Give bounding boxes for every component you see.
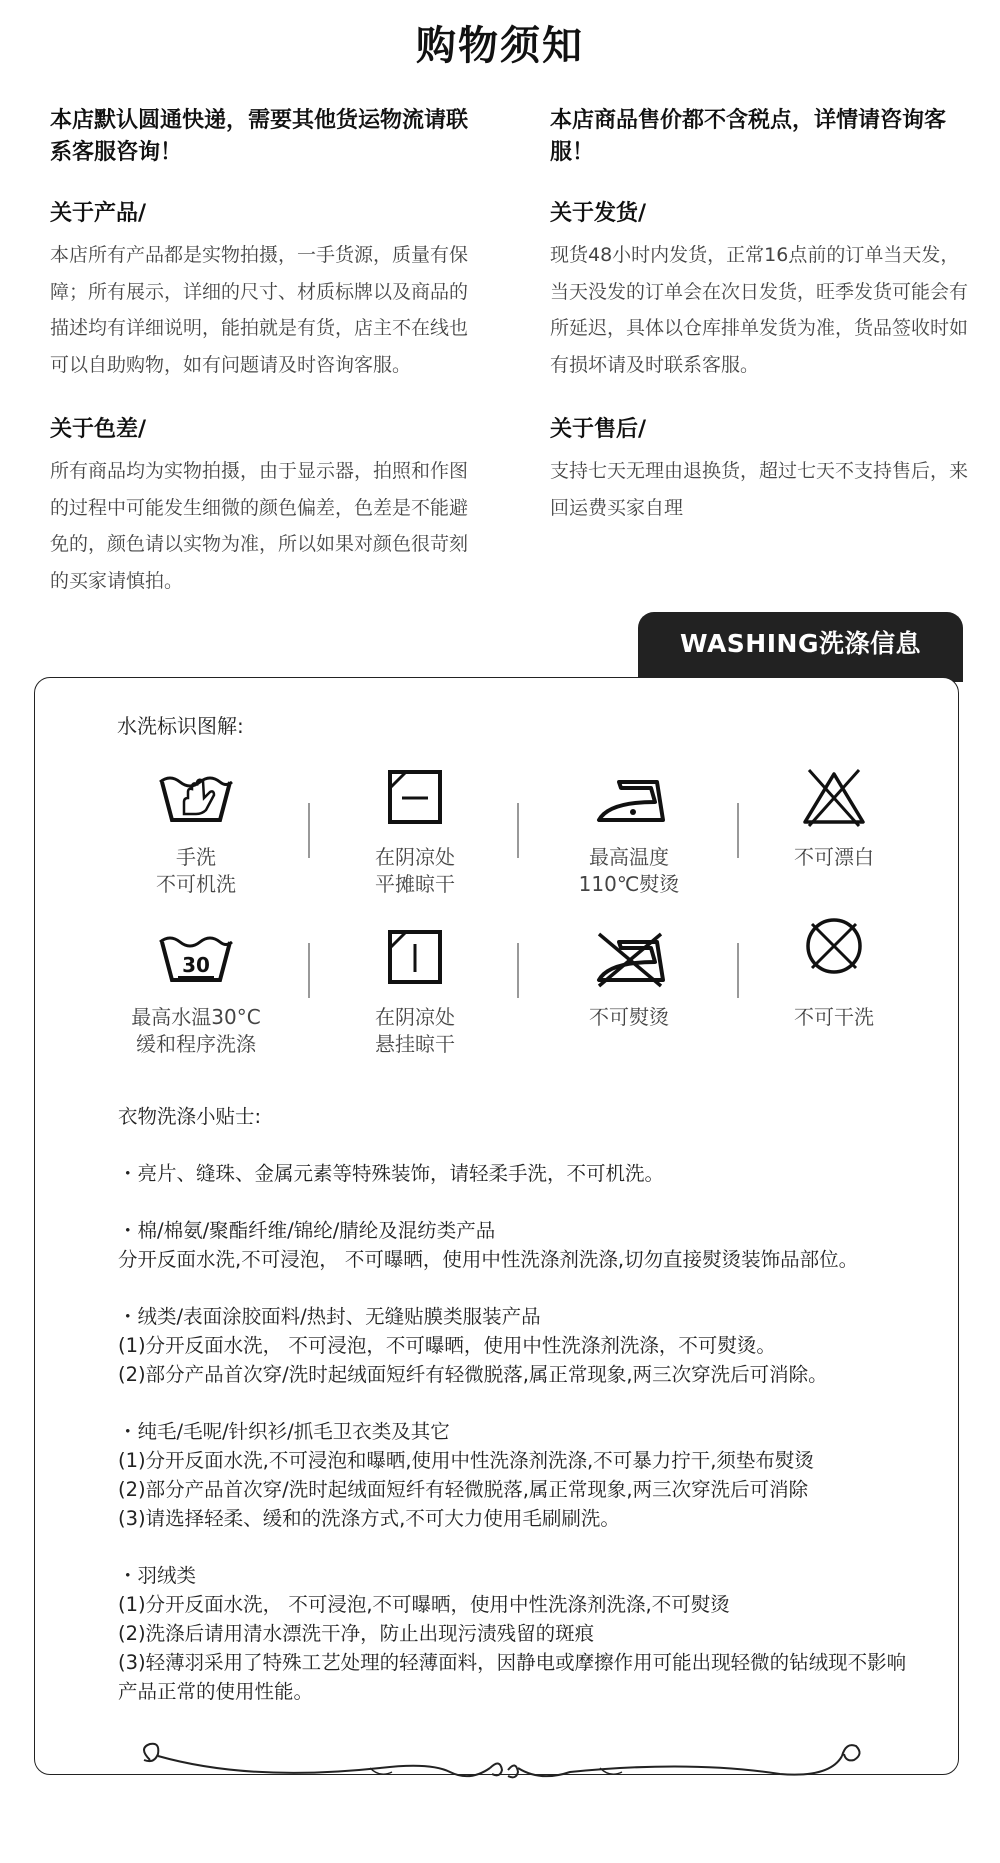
tip-line: (1)分开反面水洗， 不可浸泡，不可曝晒，使用中性洗涤剂洗涤，不可熨烫。 [118,1334,776,1357]
symbol-hand-wash [96,768,296,898]
section-heading: 关于售后/ [550,417,647,442]
tip-heading: ・羽绒类 [118,1564,197,1587]
symbol-label-1: 不可熨烫 [589,1005,669,1029]
tips-title: 衣物洗涤小贴士: [118,1105,262,1128]
symbol-label-1: 在阴凉处 [375,1005,455,1029]
symbol-label-2: 缓和程序洗涤 [136,1032,256,1056]
tip-item [118,1302,918,1389]
page-title: 购物须知 [416,23,584,69]
tip-heading: ・棉/棉氨/聚酯纤维/锦纶/腈纶及混纺类产品 [118,1219,496,1242]
section-body: 现货48小时内发货，正常16点前的订单当天发，当天没发的订单会在次日发货，旺季发货可能会有所延迟，具体以仓库排单发货为准，货品签收时如有损坏请及时联系客服。 [550,244,969,376]
symbol-label-2: 不可机洗 [156,872,236,896]
symbol-wash-30 [96,928,296,1058]
iron-110-icon [589,768,669,828]
symbol-label-1: 不可干洗 [794,1005,874,1029]
wash-30-icon [156,928,236,988]
symbol-iron-110 [529,768,729,898]
symbol-label-1: 手洗 [176,845,216,869]
tip-line: (1)分开反面水洗， 不可浸泡,不可曝晒，使用中性洗涤剂洗涤,不可熨烫 [118,1593,730,1616]
symbol-label-2: 悬挂晾干 [375,1032,455,1056]
section-heading: 关于发货/ [550,201,647,226]
symbol-no-bleach [734,768,934,871]
right-column [550,0,970,526]
tip-line: (2)部分产品首次穿/洗时起绒面短纤有轻微脱落,属正常现象,两三次穿洗后可消除 [118,1478,809,1501]
symbol-no-iron [529,928,729,1031]
tip-item [118,1417,918,1533]
tip-heading: ・纯毛/毛呢/针织衫/抓毛卫衣类及其它 [118,1420,450,1443]
symbol-no-dry-clean [734,914,934,1031]
tip-heading: ・亮片、缝珠、金属元素等特殊装饰，请轻柔手洗，不可机洗。 [118,1162,665,1185]
no-bleach-icon [799,768,869,828]
symbol-label-1: 最高水温30°C [131,1005,261,1029]
symbol-label-1: 在阴凉处 [375,845,455,869]
tub-temperature: 30 [182,953,210,977]
no-iron-icon [589,928,669,988]
dry-flat-shade-icon [380,768,450,828]
section-heading: 关于色差/ [50,417,147,442]
tip-line: (3)请选择轻柔、缓和的洗涤方式,不可大力使用毛刷刷洗。 [118,1507,620,1530]
section-aftersale [550,415,970,526]
symbol-label-1: 最高温度 [589,845,669,869]
section-body: 本店所有产品都是实物拍摄，一手货源，质量有保障；所有展示，详细的尺寸、材质标牌以及商品的描述均有详细说明，能拍就是有货，店主不在线也可以自助购物，如有问题请及时咨询客服。 [50,244,469,376]
hand-wash-icon [156,768,236,828]
symbol-label-1: 不可漂白 [794,845,874,869]
washing-tab: WASHING洗涤信息 [638,612,963,682]
section-body: 支持七天无理由退换货，超过七天不支持售后，来回运费买家自理 [550,460,969,519]
section-product [50,199,470,383]
section-shipping [550,199,970,383]
tip-item [118,1159,918,1188]
section-heading: 关于产品/ [50,201,147,226]
no-dry-clean-icon [799,914,869,978]
tip-line: 分开反面水洗,不可浸泡， 不可曝晒，使用中性洗涤剂洗涤,切勿直接熨烫装饰品部位。 [118,1248,859,1271]
section-body: 所有商品均为实物拍摄，由于显示器，拍照和作图的过程中可能发生细微的颜色偏差，色差是不能避免的，颜色请以实物为准，所以如果对颜色很苛刻的买家请慎拍。 [50,460,469,592]
tip-line: (2)部分产品首次穿/洗时起绒面短纤有轻微脱落,属正常现象,两三次穿洗后可消除。 [118,1363,828,1386]
tip-line: (1)分开反面水洗,不可浸泡和曝晒,使用中性洗涤剂洗涤,不可暴力拧干,须垫布熨烫 [118,1449,814,1472]
washing-tips [118,1102,918,1734]
tip-line: (3)轻薄羽采用了特殊工艺处理的轻薄面料，因静电或摩擦作用可能出现轻微的钻绒现不影响产品正常的使用性能。 [118,1651,907,1703]
section-color [50,415,470,599]
symbol-label-2: 110℃熨烫 [578,872,680,896]
separator [517,943,519,998]
shipping-notice: 本店默认圆通快递，需要其他货运物流请联系客服咨询！ [50,108,469,165]
flourish-ornament-icon [130,1738,870,1788]
separator [517,803,519,858]
symbol-label-2: 平摊晾干 [375,872,455,896]
tip-item [118,1216,918,1274]
tip-heading: ・绒类/表面涂胶面料/热封、无缝贴膜类服装产品 [118,1305,541,1328]
left-column [50,0,470,599]
line-dry-shade-icon [380,928,450,988]
separator [308,803,310,858]
symbol-line-dry-shade [315,928,515,1058]
tip-item [118,1561,918,1706]
separator [308,943,310,998]
tip-line: (2)洗涤后请用清水漂洗干净，防止出现污渍残留的斑痕 [118,1622,595,1645]
symbol-dry-flat-shade [315,768,515,898]
tax-notice: 本店商品售价都不含税点，详情请咨询客服！ [550,108,947,165]
legend-title: 水洗标识图解: [117,714,244,738]
